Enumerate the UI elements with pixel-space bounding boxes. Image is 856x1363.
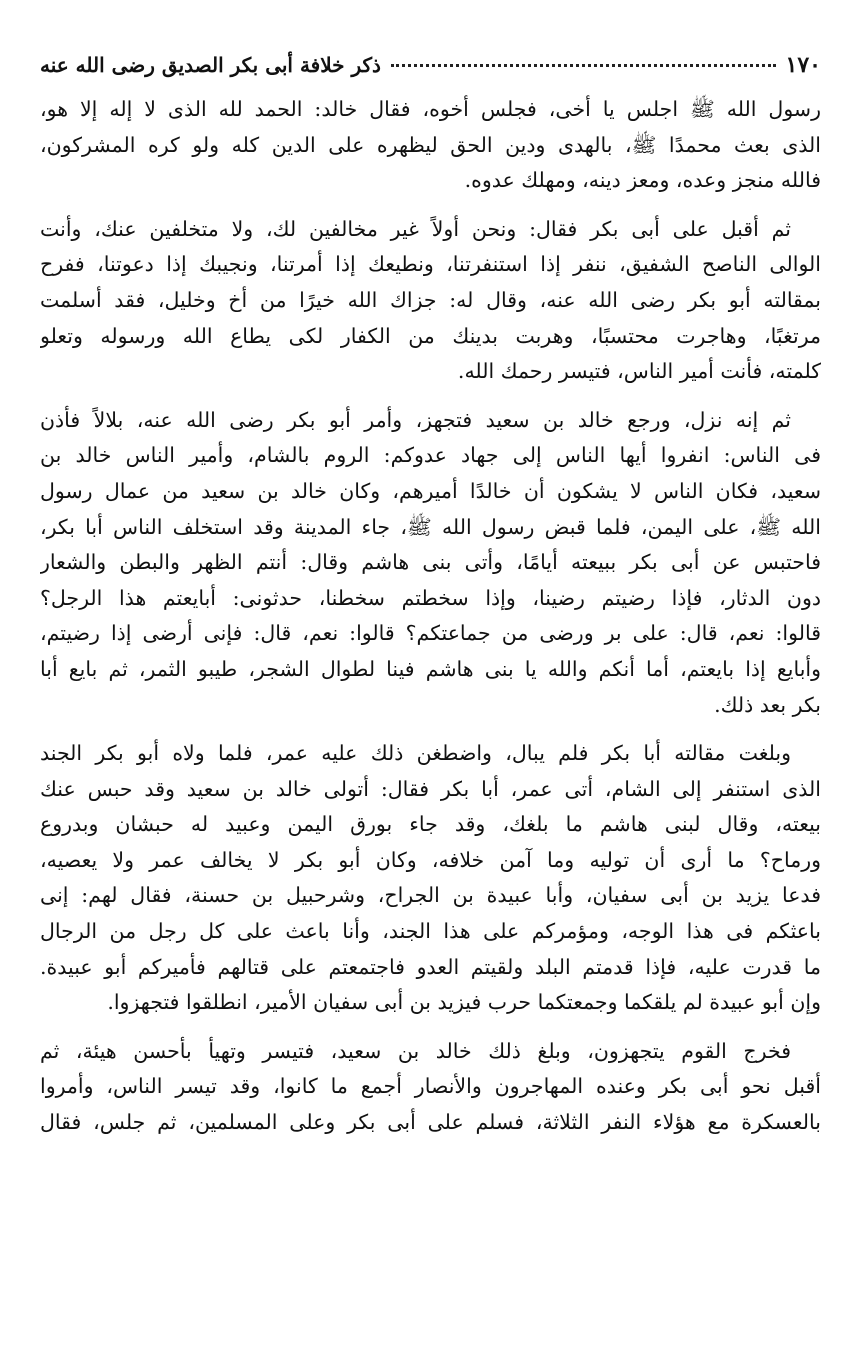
text-line: فى الناس: انفروا أيها الناس إلى جهاد عدوكم: الروم بالشام، وأمير الناس خالد بن	[40, 443, 821, 468]
text-line: ثم إنه نزل، ورجع خالد بن سعيد فتجهز، وأمر أبو بكر رضى الله عنه، بلالاً فأذن	[40, 407, 791, 432]
text-line: بالعسكرة مع هؤلاء النفر الثلاثة، فسلم على أبى بكر وعلى المسلمين، ثم جلس، فقال	[40, 1110, 821, 1135]
header-dot-leader	[391, 64, 776, 67]
text-line: ورماح؟ ما أرى أن توليه وما آمن خلافه، وكان أبو بكر لا يخالف عمر ولا يعصيه،	[40, 847, 821, 872]
text-line: رسول الله ﷺ اجلس يا أخى، فجلس أخوه، فقال خالد: الحمد لله الذى لا إله إلا هو،	[40, 97, 821, 121]
book-page	[40, 52, 821, 1154]
paragraph-5	[40, 1034, 821, 1141]
text-line: وإن أبو عبيدة لم يلقكما وجمعتكما حرب فيزيد بن أبى سفيان الأمير، انطلقوا فتجهزوا.	[107, 990, 821, 1015]
text-line: وأبايع إذا بايعتم، أما أنكم والله يا بنى هاشم فينا لطوال الشجر، طيبو الثمر، ثم بايع أبا	[40, 656, 821, 681]
paragraph-1	[40, 92, 821, 199]
text-line: فدعا يزيد بن أبى سفيان، وأبا عبيدة بن الجراح، وشرحبيل بن حسنة، فقال لهم: إنى	[40, 883, 821, 908]
text-line: باعثكم فى هذا الوجه، ومؤمركم على هذا الجند، وأنا باعث على كل رجل من الرجال	[40, 919, 821, 944]
paragraph-3	[40, 403, 821, 723]
text-line: ما قدرت عليه، فإذا قدمتم البلد ولقيتم العدو فاجتمعتم على قتالهم فأميركم أبو عبيدة.	[40, 954, 821, 979]
text-line: الله ﷺ، على اليمن، فلما قبض رسول الله ﷺ، جاء المدينة وقد استخلف الناس أبا بكر،	[40, 514, 821, 539]
text-line: الذى بعث محمدًا ﷺ، بالهدى ودين الحق ليظهره على الدين كله ولو كره المشركون،	[40, 132, 821, 157]
text-line: قالوا: نعم، قال: على بر ورضى من جماعتكم؟ قالوا: نعم، قال: فإنى أرضى إذا رضيتم،	[40, 621, 821, 646]
text-line: الذى استنفر إلى الشام، أتى عمر، أبا بكر فقال: أتولى خالد بن سعيد وقد حبس عنك	[40, 776, 821, 801]
text-line: كلمته، فأنت أمير الناس، فتيسر رحمك الله.	[457, 359, 821, 384]
page-header	[40, 52, 821, 92]
text-line: فاحتبس عن أبى بكر ببيعته أيامًا، وأتى بنى هاشم وقال: أنتم الظهر والبطن والشعار	[40, 550, 821, 575]
text-line: ثم أقبل على أبى بكر فقال: ونحن أولاً غير مخالفين لك، ولا متخلفين عنك، وأنت	[40, 216, 791, 241]
text-line: دون الدثار، فإذا رضيتم رضينا، وإذا سخطتم سخطنا، حدثونى: أبايعتم هذا الرجل؟	[40, 585, 821, 610]
text-line: بمقالته أبو بكر رضى الله عنه، وقال له: جزاك الله خيرًا من أخ وخليل، فقد أسلمت	[40, 287, 821, 312]
paragraph-2	[40, 212, 821, 390]
text-line: مرتغبًا، وهاجرت محتسبًا، وهربت بدينك من الكفار لكى يطاع الله ورسوله وتعلو	[40, 323, 821, 348]
running-title: ذكر خلافة أبى بكر الصديق رضى الله عنه	[40, 53, 381, 77]
text-line: الوالى الناصح الشفيق، ننفر إذا استنفرتنا، ونطيعك إذا أمرتنا، ونجيبك إذا دعوتنا، ففرح	[40, 252, 821, 277]
page-number: ١٧٠	[785, 52, 821, 78]
text-line: أقبل نحو أبى بكر وعنده المهاجرون والأنصار أجمع ما كانوا، وقد تيسر الناس، وأمروا	[40, 1074, 821, 1099]
text-line: وبلغت مقالته أبا بكر فلم يبال، واضطغن ذلك عليه عمر، فلما ولاه أبو بكر الجند	[40, 741, 791, 766]
paragraph-4	[40, 736, 821, 1021]
text-line: فخرج القوم يتجهزون، وبلغ ذلك خالد بن سعيد، فتيسر وتهيأ بأحسن هيئة، ثم	[40, 1038, 791, 1063]
text-line: فالله منجز وعده، ومعز دينه، ومهلك عدوه.	[464, 168, 821, 193]
text-line: بيعته، وقال لبنى هاشم ما بلغك، وقد جاء بورق اليمن وعبيد له حبشان وبدروع	[40, 812, 821, 837]
text-line: بكر بعد ذلك.	[714, 692, 821, 717]
text-line: سعيد، فكان الناس لا يشكون أن خالدًا أميرهم، وكان خالد بن سعيد من عمال رسول	[40, 478, 821, 503]
